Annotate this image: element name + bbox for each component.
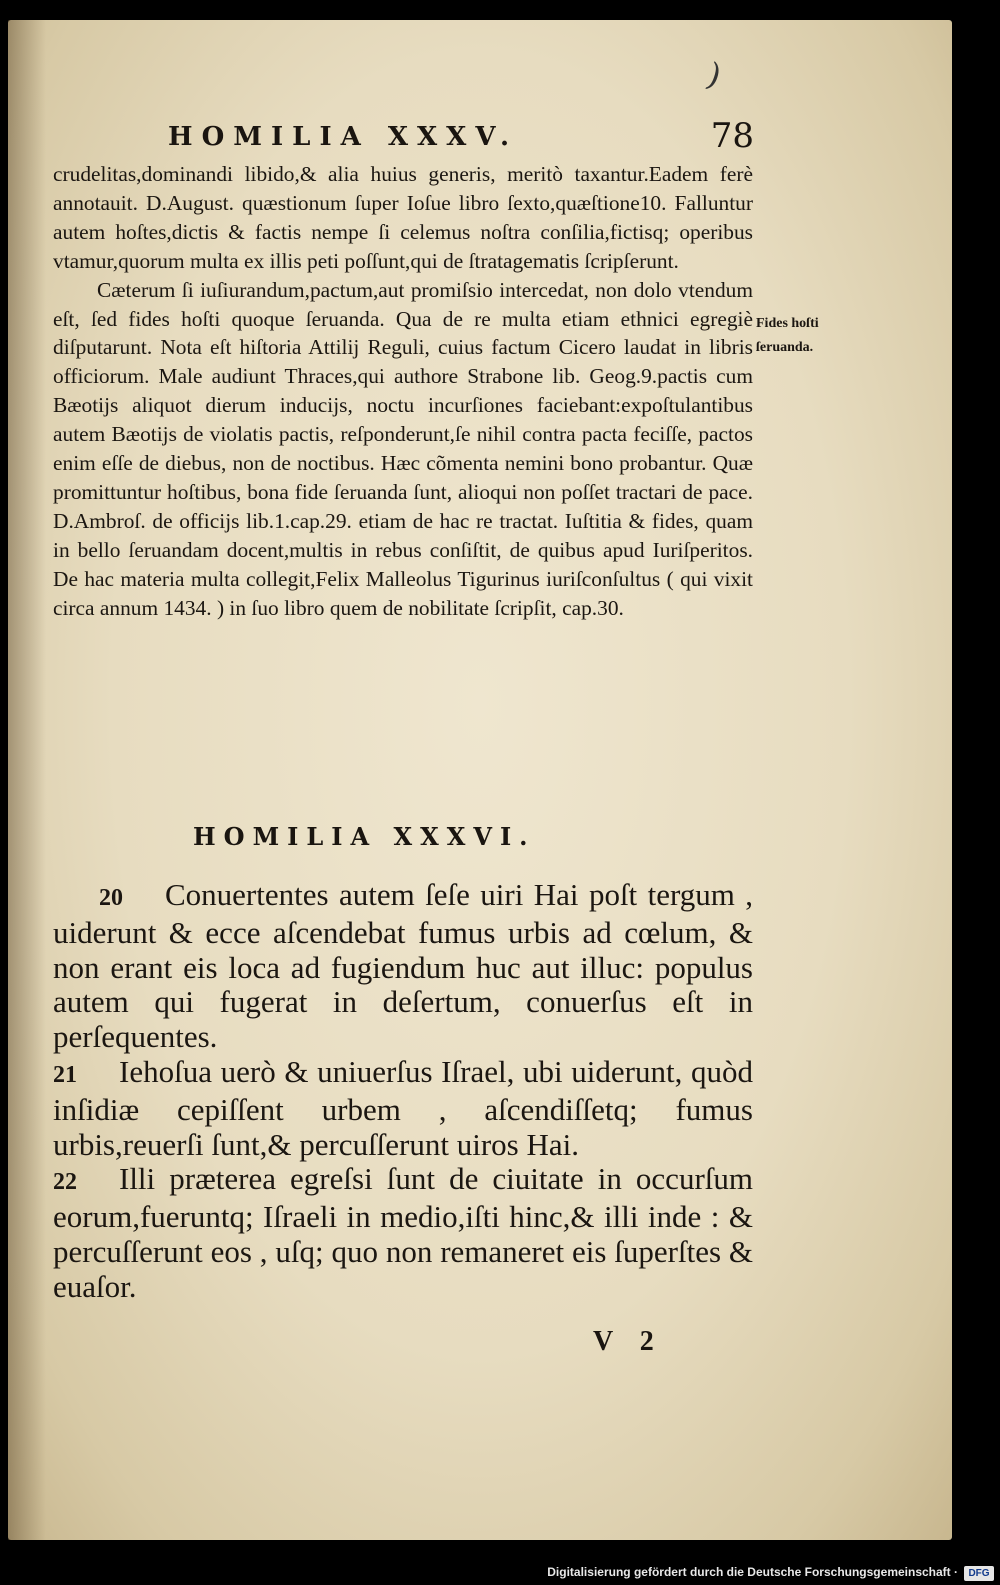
commentary-text <box>53 160 753 623</box>
verse <box>53 1055 753 1162</box>
pencil-mark: ) <box>702 55 727 95</box>
scripture-verses <box>53 878 753 1305</box>
signature-mark: V 2 <box>593 1326 664 1357</box>
continuation-paragraph: crudelitas,dominandi libido,& alia huius generis, meritò taxantur.Eadem ferè annotauit. D.August. quæstionum ſuper Ioſue libro ſexto,quæſtione10. Falluntur autem hoſtes,dictis & factis nempe ſi celemus noſtra conſilia,fictisq; operibus vtamur,quorum multa ex illis peti poſſunt,qui de ſtratagematis ſcripſerunt. <box>53 162 753 273</box>
verse <box>53 878 753 1055</box>
page-header <box>168 116 768 156</box>
book-page <box>8 20 952 1540</box>
margin-note: Fides hoſti ſeruanda. <box>756 316 819 355</box>
folio-number: 78 <box>710 116 754 156</box>
digitization-credit: Digitalisierung gefördert durch die Deutsche Forschungsgemeinschaft · <box>547 1565 958 1579</box>
dfg-logo: DFG <box>964 1566 994 1581</box>
verse-number: 20 <box>99 885 123 911</box>
verse-number: 21 <box>53 1061 77 1088</box>
verse <box>53 1162 753 1304</box>
verse-text: Illi præterea egreſsi ſunt de ciuitate in occurſum eorum,fueruntq; Iſraeli in medio,iſti hinc,& illi inde : & percuſſerunt eos , uſq; quo non remaneret eis ſuperſtes & euaſor. <box>53 1161 753 1304</box>
running-title: HOMILIA XXXV. <box>168 122 519 152</box>
verse-text: Conuertentes autem ſeſe uiri Hai poſt tergum , uiderunt & ecce aſcendebat fumus urbis ad cœlum, & non erant eis loca ad fugiendum huc aut illuc: populus autem qui fugerat in deſertum, conuerſus eſt in perſequentes. <box>53 877 753 1055</box>
section-title: HOMILIA XXXVI. <box>193 822 536 851</box>
verse-text: Iehoſua uerò & uniuerſus Iſrael, ubi uiderunt, quòd inſidiæ cepiſſent urbem , aſcendiſſetq; fumus urbis,reuerſi ſunt,& percuſſerunt uiros Hai. <box>53 1053 753 1162</box>
verse-number: 22 <box>53 1169 77 1196</box>
main-paragraph: Cæterum ſi iuſiurandum,pactum,aut promiſsio intercedat, non dolo vtendum eſt, ſed fides hoſti quoque ſeruanda. Qua de re multa etiam ethnici egregiè diſputarunt. Nota eſt hiſtoria Attilij Reguli, cuius factum Cicero laudat in libris officiorum. Male audiunt Thraces,qui authore Strabone lib. Geog.9.pactis cum Bæotijs aliquot dierum inducijs, noctu incurſiones faciebant:expoſtulantibus autem Bæotijs de violatis pactis, reſponderunt,ſe nihil contra pacta feciſſe, pactos enim eſſe de diebus, non de noctibus. Hæc cõmenta nemini bono probantur. Quæ promittuntur hoſtibus, bona fide ſeruanda ſunt, alioqui non poſſet tractari de pace. D.Ambroſ. de officijs lib.1.cap.29. etiam de hac re tractat. Iuſtitia & fides, quam in bello ſeruandam docent,multis in rebus conſiſtit, de quibus apud Iuriſperitos. De hac materia multa collegit,Felix Malleolus Tigurinus iuriſconſultus ( qui vixit circa annum 1434. ) in ſuo libro quem de nobilitate ſcripſit, cap.30. <box>53 277 753 620</box>
